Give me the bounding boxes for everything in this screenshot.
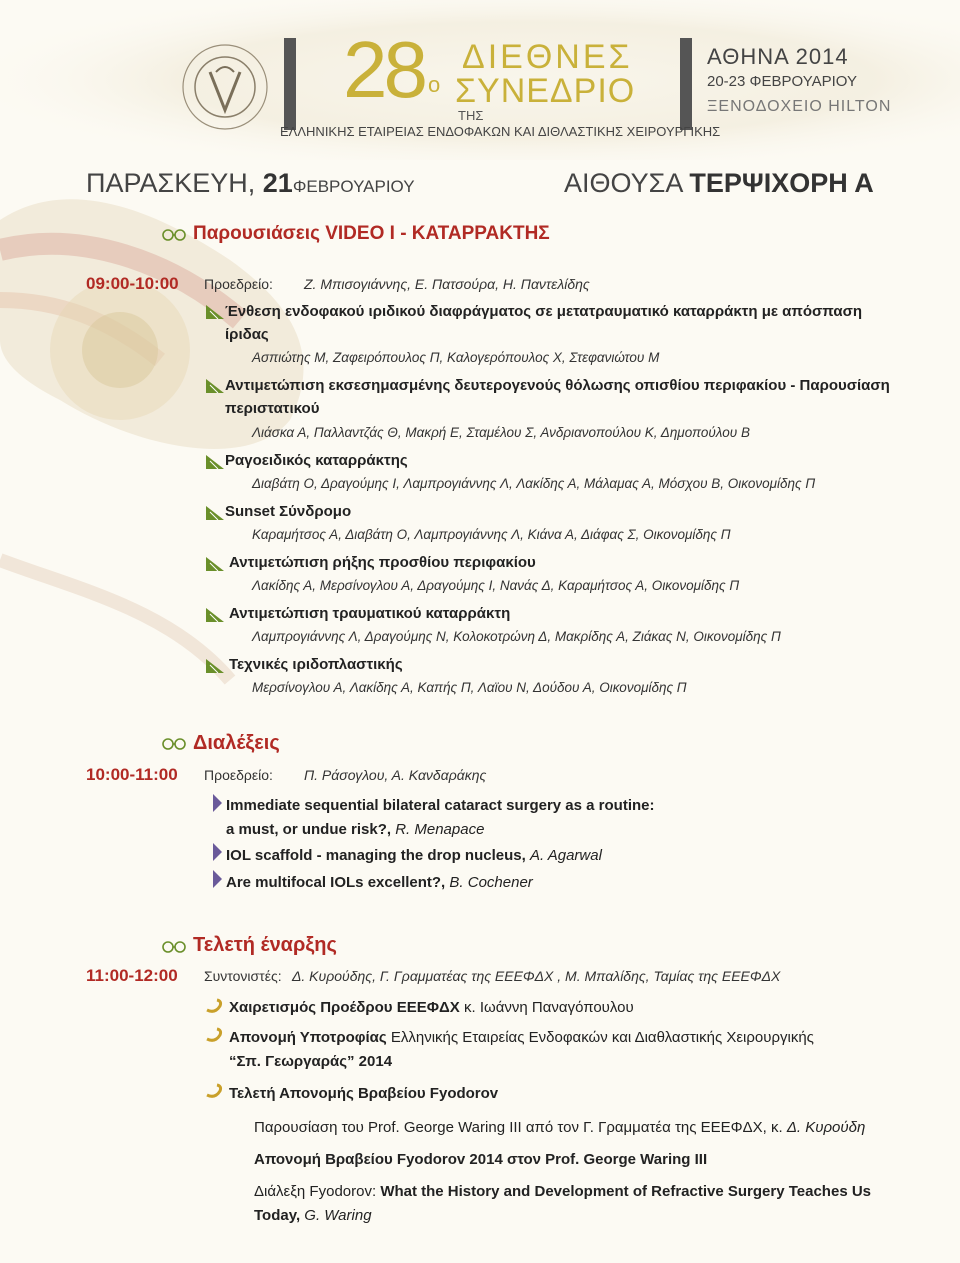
lecture-1-title-l1: Immediate sequential bilateral cataract surgery as a routine: [226,797,655,814]
lecture-3 [226,874,533,891]
triangle-bullet-icon [206,506,224,520]
congress-tis: ΤΗΣ [458,108,484,123]
opening-item-2-bold: Απονομή Υποτροφίας [229,1029,387,1046]
talk-7-title: Τεχνικές ιριδοπλαστικής [229,656,403,673]
opening-item-1-bold: Χαιρετισμός Προέδρου ΕΕΕΦΔΧ [229,999,460,1016]
opening-item-1 [229,999,634,1016]
lecture-2 [226,847,602,864]
society-name: ΕΛΛΗΝΙΚΗΣ ΕΤΑΙΡΕΙΑΣ ΕΝΔΟΦΑΚΩΝ ΚΑΙ ΔΙΘΛΑΣΤΙΚΗΣ ΧΕΙΡΟΥΡΓΙΚΗΣ [280,124,721,139]
arrow-bullet-icon [213,794,222,812]
talk-5-title: Αντιμετώπιση ρήξης προσθίου περιφακίου [229,554,536,571]
triangle-bullet-icon [206,455,224,469]
date-number: 21 [262,168,293,198]
talk-6-title: Αντιμετώπιση τραυματικού καταρράκτη [229,605,511,622]
swirl-bullet-icon [205,1027,223,1043]
talk-3-authors: Διαβάτη Ο, Δραγούμης Ι, Λαμπρογιάννης Λ, Λακίδης Α, Μάλαμας Α, Μόσχου Β, Οικονομίδης Π [252,476,816,491]
city-year: ΑΘΗΝΑ 2014 [707,44,849,69]
lecture-2-speaker: A. Agarwal [529,847,602,864]
fyodorov-lecture-l2 [254,1207,372,1224]
session-time-1: 09:00-10:00 [86,274,179,293]
arrow-bullet-icon [213,870,222,888]
header-divider-left [284,38,296,130]
talk-4-authors: Καραμήτσος Α, Διαβάτη Ο, Λαμπρογιάννης Λ, Κιάνα Α, Διάφας Σ, Οικονομίδης Π [252,527,731,542]
session-title-opening: Τελετή έναρξης [193,934,337,956]
session-time-3: 11:00-12:00 [86,966,178,985]
opening-item-1-rest: κ. Ιωάννη Παναγόπουλου [464,999,634,1016]
congress-title-line2: ΣΥΝΕΔΡΙΟ [455,72,636,110]
lecture-2-title: IOL scaffold - managing the drop nucleus, [226,847,526,864]
triangle-bullet-icon [206,557,224,571]
congress-dates: 20-23 ΦΕΒΡΟΥΑΡΙΟΥ [707,73,857,90]
opening-item-2-rest: Ελληνικής Εταιρείας Ενδοφακών και Διαθλαστικής Χειρουργικής [390,1029,814,1046]
header-divider-right [680,38,692,130]
arrow-bullet-icon [213,843,222,861]
lecture-3-title: Are multifocal IOLs excellent?, [226,874,446,891]
coord-label: Συντονιστές: [204,968,282,984]
triangle-bullet-icon [206,659,224,673]
eyeglass-bullet-icon [162,940,188,954]
talk-2-authors: Λιάσκα Α, Παλλαντζάς Θ, Μακρή Ε, Σταμέλου Σ, Ανδριανοπούλου Κ, Δημοπούλου Β [252,425,750,440]
lecture-1-title-l2-text: a must, or undue risk?, [226,821,392,838]
day-heading [86,168,415,199]
talk-1-title-l2: ίριδας [225,326,269,343]
fyodorov-lecture-title: What the History and Development of Refractive Surgery Teaches Us [380,1183,871,1200]
talk-2-title-l2: περιστατικού [225,400,320,417]
eyeglass-bullet-icon [162,737,188,751]
session-title-lectures: Διαλέξεις [193,732,280,754]
congress-title-line1: ΔΙΕΘΝΕΣ [462,38,633,76]
fyodorov-presentation [254,1119,865,1136]
triangle-bullet-icon [206,608,224,622]
fyodorov-lecture-label: Διάλεξη Fyodorov: [254,1183,377,1200]
opening-item-3: Τελετή Απονομής Βραβείου Fyodorov [229,1085,499,1102]
triangle-bullet-icon [206,379,224,393]
hall-name: ΤΕΡΨΙΧΟΡΗ Α [689,168,874,198]
opening-item-2-line2: “Σπ. Γεωργαράς” 2014 [229,1053,393,1070]
talk-5-authors: Λακίδης Α, Μερσίνογλου Α, Δραγούμης Ι, Νανάς Δ, Καραμήτσος Α, Οικονομίδης Π [252,578,740,593]
venue-hotel: ΞΕΝΟΔΟΧΕΙΟ HILTON [707,98,892,115]
talk-4-title: Sunset Σύνδρομο [225,503,352,520]
weekday: ΠΑΡΑΣΚΕΥΗ, [86,168,256,198]
swirl-bullet-icon [205,998,223,1014]
swirl-bullet-icon [205,1083,223,1099]
lecture-3-speaker: B. Cochener [449,874,533,891]
congress-ordinal: ο [428,72,441,97]
fyodorov-presentation-name: Δ. Κυρούδη [786,1119,866,1136]
eyeglass-bullet-icon [162,228,188,242]
chairs-1: Ζ. Μπισογιάννης, Ε. Πατσούρα, Η. Παντελίδης [304,276,590,292]
fyodorov-lecture-title-l2: Today, [254,1207,301,1224]
hall-prefix: ΑΙΘΟΥΣΑ [564,168,682,198]
congress-number: 28 [343,25,424,114]
fyodorov-lecture-speaker: G. Waring [304,1207,372,1224]
fyodorov-presentation-text: Παρουσίαση του Prof. George Waring III από τον Γ. Γραμματέα της ΕΕΕΦΔΧ, κ. [254,1119,783,1136]
session-title-video: Παρουσιάσεις VIDEO I - ΚΑΤΑΡΡΑΚΤΗΣ [193,223,550,244]
chairs-2: Π. Ράσογλου, Α. Κανδαράκης [304,767,487,783]
lecture-1-speaker: R. Menapace [395,821,485,838]
talk-2-title-l1: Αντιμετώπιση εκσεσημασμένης δευτερογενούς θόλωσης οπισθίου περιφακίου - Παρουσίαση [225,377,890,394]
fyodorov-lecture-l1 [254,1183,871,1200]
talk-6-authors: Λαμπρογιάννης Λ, Δραγούμης Ν, Κολοκοτρώνη Δ, Μακρίδης Α, Ζιάκας Ν, Οικονομίδης Π [252,629,781,644]
month: ΦΕΒΡΟΥΑΡΙΟΥ [292,177,415,196]
coordinators: Δ. Κυρούδης, Γ. Γραμματέας της ΕΕΕΦΔΧ , Μ. Μπαλίδης, Ταμίας της ΕΕΕΦΔΧ [292,968,781,984]
talk-1-title-l1: Ένθεση ενδοφακού ιριδικού διαφράγματος σε μετατραυματικό καταρράκτη με απόσπαση [225,303,863,320]
talk-7-authors: Μερσίνογλου Α, Λακίδης Α, Καπής Π, Λαϊου Ν, Δούδου Α, Οικονομίδης Π [252,680,687,695]
fyodorov-award: Απονομή Βραβείου Fyodorov 2014 στον Prof. George Waring III [254,1151,708,1168]
hall-heading [564,168,874,199]
opening-item-2 [229,1029,814,1046]
session-time-2: 10:00-11:00 [86,765,178,784]
lecture-1-title-l2 [226,821,484,838]
triangle-bullet-icon [206,305,224,319]
talk-3-title: Ραγοειδικός καταρράκτης [225,452,408,469]
chair-label-1: Προεδρείο: [204,276,273,292]
society-logo [180,42,270,132]
chair-label-2: Προεδρείο: [204,767,273,783]
talk-1-authors: Ασπιώτης Μ, Ζαφειρόπουλος Π, Καλογερόπουλος Χ, Στεφανιώτου Μ [252,350,660,365]
